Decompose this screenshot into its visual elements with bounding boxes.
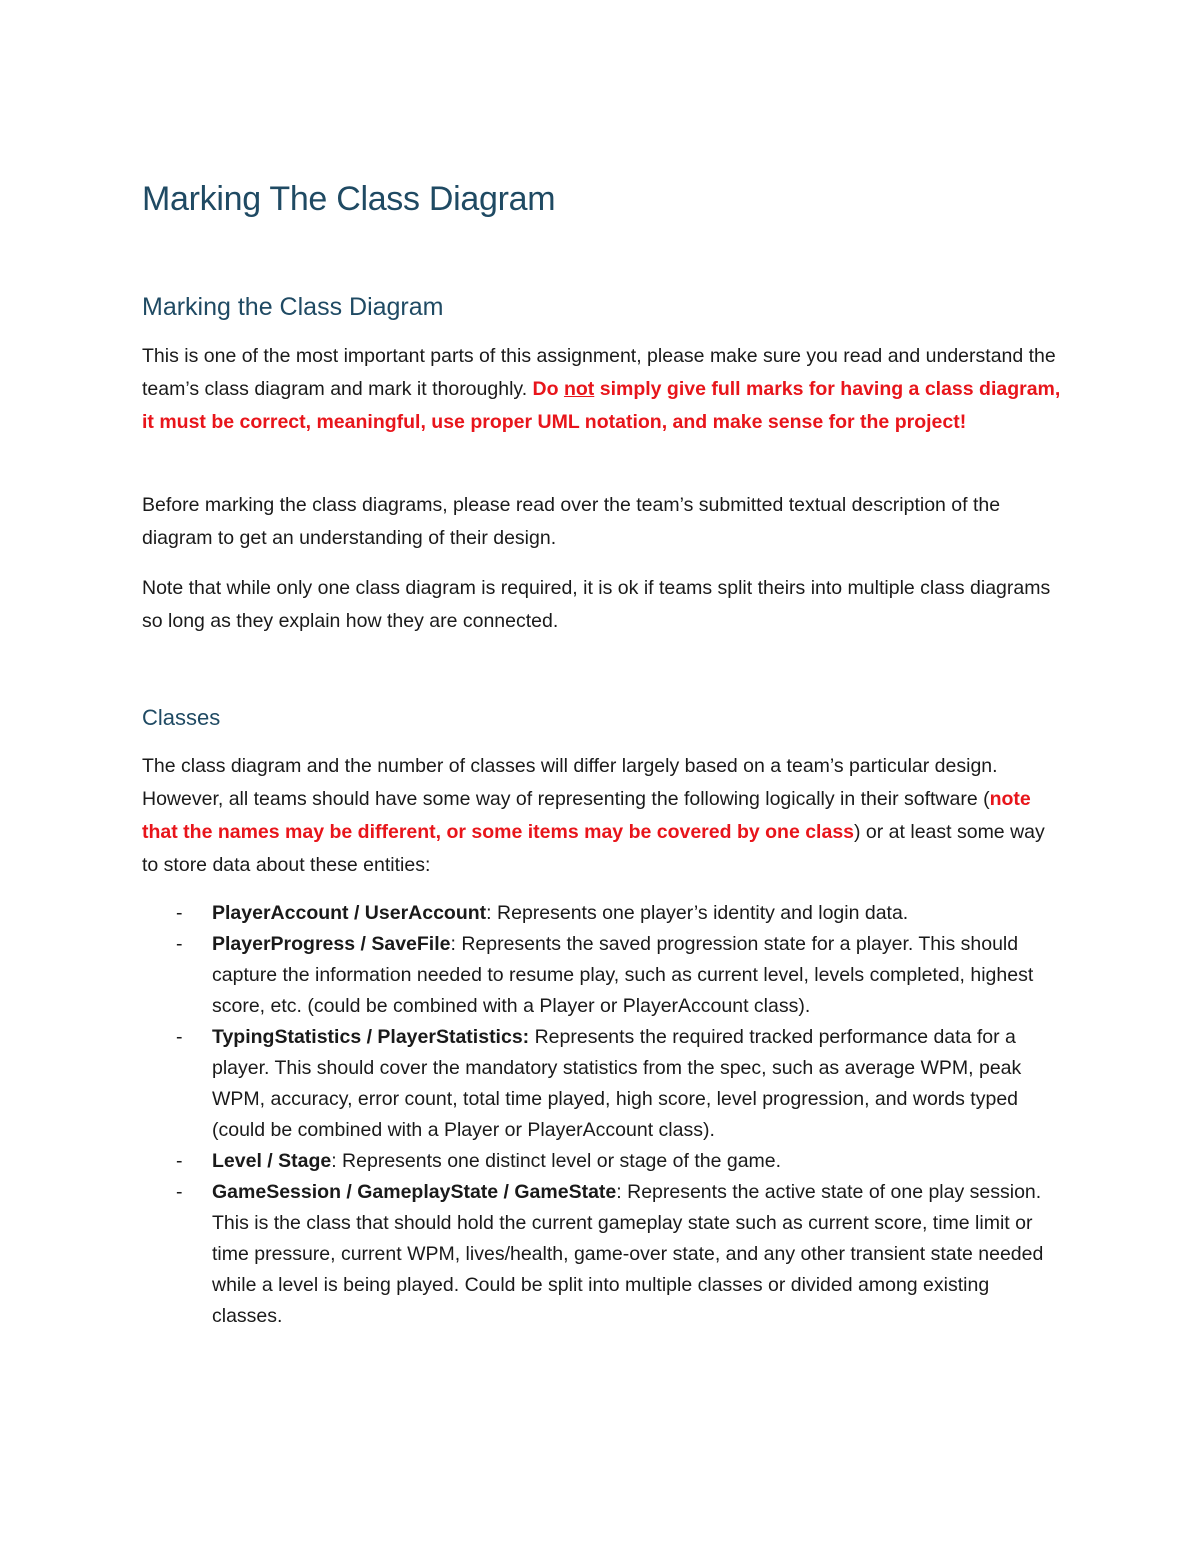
section-heading-marking: Marking the Class Diagram (142, 293, 444, 321)
list-item-label: PlayerProgress / SaveFile (212, 933, 451, 955)
section-heading-classes: Classes (142, 705, 221, 730)
list-item-text: Represents the saved progression state for a player. This should capture the information needed to resume play, such as current level, levels completed, highest score, etc. (could be combined with a Player or PlayerAccount class). (212, 933, 1034, 1017)
list-item-sep: : (450, 933, 456, 955)
warning-do: Do (532, 378, 559, 400)
list-item (142, 898, 1062, 929)
intro-text: This is one of the most important parts of this assignment, please make sure you read and understand the team’s class diagram and mark it thoroughly. (142, 345, 1056, 400)
list-item (142, 929, 1062, 1022)
list-item-text: Represents the required tracked performance data for a player. This should cover the mandatory statistics from the spec, such as average WPM, peak WPM, accuracy, error count, total time played, high score, level progression, and words typed (could be combined with a Player or PlayerAccount class). (212, 1026, 1022, 1141)
list-dash: - (176, 1150, 183, 1172)
description-paragraph: Before marking the class diagrams, please read over the team’s submitted textual description of the diagram to get an understanding of their design. (142, 494, 1001, 549)
warning-rest: simply give full marks for having a class diagram, it must be correct, meaningful, use proper UML notation, and make sense for the project! (142, 378, 1061, 433)
list-dash: - (176, 1181, 183, 1203)
list-item-label: GameSession / GameplayState / GameState (212, 1181, 617, 1203)
classes-text-2: ) or at least some way to store data about these entities: (142, 821, 1045, 876)
list-item (142, 1022, 1062, 1146)
list-item-label: PlayerAccount / UserAccount (212, 902, 487, 924)
intro-paragraph (142, 340, 1062, 439)
list-item-sep: : (331, 1150, 337, 1172)
list-item-sep: : (616, 1181, 622, 1203)
document-title: Marking The Class Diagram (142, 180, 556, 218)
class-entity-list (142, 898, 1062, 1332)
note-paragraph: Note that while only one class diagram is required, it is ok if teams split theirs into multiple class diagrams so long as they explain how they are connected. (142, 577, 1051, 632)
list-dash: - (176, 1026, 183, 1048)
list-item-text: Represents one player’s identity and login data. (491, 902, 909, 924)
list-dash: - (176, 933, 183, 955)
list-dash: - (176, 902, 183, 924)
classes-red-note: note that the names may be different, or some items may be covered by one class (142, 788, 1031, 843)
list-item (142, 1177, 1062, 1332)
list-item (142, 1146, 1062, 1177)
warning-not: not (563, 378, 595, 400)
list-item-sep: : (486, 902, 492, 924)
list-item-text: Represents one distinct level or stage of the game. (336, 1150, 782, 1172)
list-item-text: Represents the active state of one play session. This is the class that should hold the current gameplay state such as current score, time limit or time pressure, current WPM, lives/health, game-over state, and any other transient state needed while a level is being played. Could be split into multiple classes or divided among existing classes. (212, 1181, 1044, 1327)
list-item-label: TypingStatistics / PlayerStatistics: (212, 1026, 530, 1048)
classes-paragraph (142, 750, 1062, 882)
list-item-label: Level / Stage (212, 1150, 332, 1172)
classes-text-1: The class diagram and the number of classes will differ largely based on a team’s particular design. However, all teams should have some way of representing the following logically in their software ( (142, 755, 998, 810)
